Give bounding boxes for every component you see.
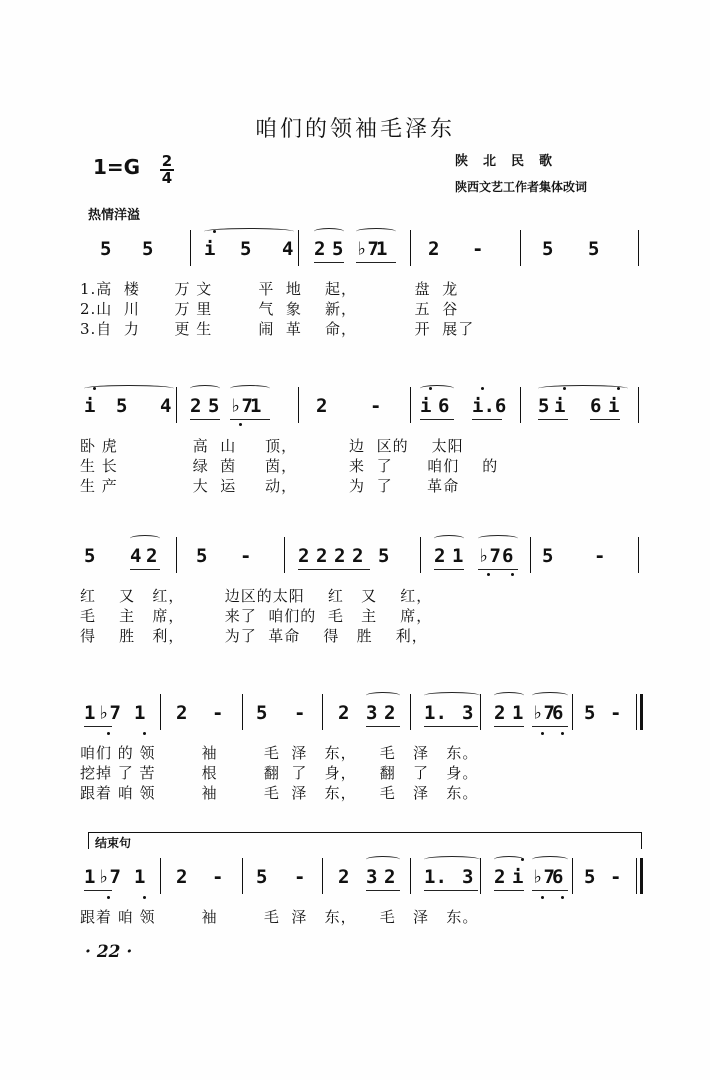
- note: 3: [366, 866, 378, 888]
- slur: [420, 385, 454, 392]
- note: ♭7: [356, 238, 379, 260]
- note: 5: [538, 395, 550, 417]
- note: 2: [384, 702, 396, 724]
- lyric-verse-2: 毛 主 席， 来了 咱们的 毛 主 席，: [80, 607, 433, 625]
- key-signature: 1=G: [93, 155, 141, 179]
- note: 2: [434, 545, 446, 567]
- beam-underline: [494, 890, 524, 891]
- note: 2: [146, 545, 158, 567]
- octave-dot: [541, 732, 544, 735]
- note: 1.: [424, 866, 447, 888]
- lyric-verse-3: 跟着 咱 领 袖 毛 泽 东， 毛 泽 东。: [80, 784, 479, 802]
- lyric-author: 陕西文艺工作者集体改词: [455, 180, 588, 194]
- bar-line: [242, 858, 243, 894]
- time-signature-top: 2: [161, 152, 173, 170]
- song-origin: 陕北民歌: [455, 154, 568, 169]
- note: 3: [366, 702, 378, 724]
- slur: [130, 535, 160, 542]
- bar-line: [410, 858, 411, 894]
- lyric-verse-1: 1.高 楼 万 文 平 地 起， 盘 龙: [80, 280, 459, 298]
- beam-underline: [494, 726, 524, 727]
- bar-line: [284, 537, 285, 573]
- note: 4: [282, 238, 294, 260]
- ending-bracket: [88, 832, 642, 849]
- note: i.6: [472, 395, 507, 417]
- bar-line: [410, 694, 411, 730]
- note: i: [204, 238, 216, 260]
- octave-dot: [143, 896, 146, 899]
- octave-dot: [429, 387, 432, 390]
- octave-dot: [487, 573, 490, 576]
- time-signature: [160, 154, 174, 186]
- octave-dot: [617, 387, 620, 390]
- note: 4: [130, 545, 142, 567]
- lyric-verse-1: 卧 虎 高 山 顶， 边 区的 太阳: [80, 437, 464, 455]
- bar-line: [638, 537, 639, 573]
- note: 2: [316, 545, 328, 567]
- bar-line: [636, 694, 637, 730]
- slur: [532, 856, 568, 863]
- note: i: [554, 395, 566, 417]
- note: 6: [502, 545, 514, 567]
- bar-line: [160, 694, 161, 730]
- beam-underline: [472, 419, 502, 420]
- ending-label: 结束句: [95, 836, 132, 850]
- note: 1: [134, 702, 146, 724]
- note: 3: [462, 702, 474, 724]
- note: 5: [84, 545, 96, 567]
- note: 2: [176, 702, 188, 724]
- beam-underline: [538, 419, 568, 420]
- slur: [494, 856, 524, 863]
- octave-dot: [511, 573, 514, 576]
- note: 6: [438, 395, 450, 417]
- song-title: 咱们的领袖毛泽东: [254, 117, 455, 142]
- bar-line: [410, 230, 411, 266]
- note: 3: [462, 866, 474, 888]
- bar-line: [638, 230, 639, 266]
- note: -: [594, 545, 606, 567]
- bar-line: [572, 694, 573, 730]
- note: ♭7: [478, 545, 501, 567]
- note: 2: [298, 545, 310, 567]
- note: 1: [84, 702, 96, 724]
- note: 5: [542, 238, 554, 260]
- beam-underline: [298, 569, 370, 570]
- bar-line: [190, 230, 191, 266]
- note: 2: [176, 866, 188, 888]
- note: 5: [378, 545, 390, 567]
- note: i: [608, 395, 620, 417]
- note: -: [610, 866, 622, 888]
- lyric-verse-2: 生 长 绿 茵 茵， 来 了 咱们 的: [80, 457, 499, 475]
- note: 2: [338, 866, 350, 888]
- beam-underline: [230, 419, 270, 420]
- note: 5: [584, 866, 596, 888]
- note: -: [472, 238, 484, 260]
- note: -: [212, 702, 224, 724]
- bar-line: [530, 537, 531, 573]
- note: 5: [588, 238, 600, 260]
- octave-dot: [143, 732, 146, 735]
- slur: [204, 228, 294, 235]
- note: 1.: [424, 702, 447, 724]
- bar-line: [176, 387, 177, 423]
- final-bar-line: [640, 858, 643, 894]
- beam-underline: [424, 726, 478, 727]
- bar-line: [322, 858, 323, 894]
- octave-dot: [239, 423, 242, 426]
- bar-line: [242, 694, 243, 730]
- note: -: [240, 545, 252, 567]
- bar-line: [520, 230, 521, 266]
- note: -: [610, 702, 622, 724]
- octave-dot: [481, 387, 484, 390]
- note: i: [512, 866, 524, 888]
- note: 6: [552, 866, 564, 888]
- note: 6: [552, 702, 564, 724]
- beam-underline: [424, 890, 478, 891]
- note: 1: [134, 866, 146, 888]
- note: 2: [334, 545, 346, 567]
- time-signature-bottom: 4: [161, 169, 173, 187]
- slur: [314, 228, 344, 235]
- bar-line: [636, 858, 637, 894]
- note: 2: [314, 238, 326, 260]
- bar-line: [480, 694, 481, 730]
- note: ♭7: [532, 702, 555, 724]
- lyric-verse-2: 2.山 川 万 里 气 象 新， 五 谷: [80, 300, 459, 318]
- slur: [494, 692, 524, 699]
- note: 5: [196, 545, 208, 567]
- slur: [424, 856, 480, 863]
- note: -: [294, 702, 306, 724]
- slur: [356, 228, 396, 235]
- octave-dot: [107, 896, 110, 899]
- note: 5: [100, 238, 112, 260]
- octave-dot: [521, 858, 524, 861]
- note: 1: [376, 238, 388, 260]
- octave-dot: [541, 896, 544, 899]
- slur: [190, 385, 220, 392]
- note: 2: [190, 395, 202, 417]
- octave-dot: [561, 732, 564, 735]
- bar-line: [410, 387, 411, 423]
- note: i: [84, 395, 96, 417]
- note: 5: [332, 238, 344, 260]
- page-number: · 22 ·: [85, 942, 133, 962]
- lyric-verse-3: 得 胜 利， 为了 革命 得 胜 利，: [80, 627, 428, 645]
- beam-underline: [532, 726, 568, 727]
- beam-underline: [190, 419, 220, 420]
- note: 2: [428, 238, 440, 260]
- tempo-marking: 热情洋溢: [88, 208, 141, 223]
- beam-underline: [84, 726, 112, 727]
- bar-line: [420, 537, 421, 573]
- beam-underline: [478, 569, 518, 570]
- note: 2: [338, 702, 350, 724]
- note: 1: [250, 395, 262, 417]
- note: 6: [590, 395, 602, 417]
- note: 5: [256, 702, 268, 724]
- note: -: [212, 866, 224, 888]
- lyric-verse-3: 生 产 大 运 动， 为 了 革命: [80, 477, 460, 495]
- beam-underline: [420, 419, 454, 420]
- bar-line: [322, 694, 323, 730]
- note: 1: [452, 545, 464, 567]
- bar-line: [176, 537, 177, 573]
- bar-line: [638, 387, 639, 423]
- beam-underline: [356, 262, 396, 263]
- note: i: [420, 395, 432, 417]
- note: 1: [512, 702, 524, 724]
- bar-line: [298, 230, 299, 266]
- slur: [538, 385, 628, 392]
- octave-dot: [563, 387, 566, 390]
- note: ♭7: [532, 866, 555, 888]
- note: 5: [584, 702, 596, 724]
- slur: [478, 535, 518, 542]
- note: -: [370, 395, 382, 417]
- beam-underline: [590, 419, 620, 420]
- note: ♭7: [98, 702, 121, 724]
- bar-line: [298, 387, 299, 423]
- note: ♭7: [230, 395, 253, 417]
- note: 5: [142, 238, 154, 260]
- slur: [366, 856, 400, 863]
- slur: [424, 692, 480, 699]
- slur: [84, 385, 174, 392]
- slur: [434, 535, 464, 542]
- note: 5: [542, 545, 554, 567]
- slur: [366, 692, 400, 699]
- note: 2: [352, 545, 364, 567]
- octave-dot: [213, 230, 216, 233]
- bar-line: [572, 858, 573, 894]
- octave-dot: [561, 896, 564, 899]
- note: 2: [384, 866, 396, 888]
- bar-line: [520, 387, 521, 423]
- bar-line: [160, 858, 161, 894]
- slur: [532, 692, 568, 699]
- octave-dot: [93, 387, 96, 390]
- beam-underline: [532, 890, 568, 891]
- slur: [230, 385, 270, 392]
- note: 2: [494, 702, 506, 724]
- note: 5: [208, 395, 220, 417]
- beam-underline: [366, 890, 400, 891]
- note: 5: [256, 866, 268, 888]
- lyric-verse-2: 挖掉 了 苦 根 翻 了 身， 翻 了 身。: [80, 764, 479, 782]
- note: -: [294, 866, 306, 888]
- lyric-verse-3: 3.自 力 更 生 闹 革 命， 开 展了: [80, 320, 475, 338]
- beam-underline: [434, 569, 464, 570]
- lyric-verse-1: 咱们 的 领 袖 毛 泽 东， 毛 泽 东。: [80, 744, 479, 762]
- note: 4: [160, 395, 172, 417]
- beam-underline: [366, 726, 400, 727]
- note: 2: [316, 395, 328, 417]
- lyric-verse-1: 红 又 红， 边区的太阳 红 又 红，: [80, 587, 433, 605]
- note: 2: [494, 866, 506, 888]
- note: 1: [84, 866, 96, 888]
- note: 5: [116, 395, 128, 417]
- beam-underline: [314, 262, 344, 263]
- beam-underline: [130, 569, 160, 570]
- beam-underline: [84, 890, 112, 891]
- note: ♭7: [98, 866, 121, 888]
- bar-line: [480, 858, 481, 894]
- lyric-verse-1: 跟着 咱 领 袖 毛 泽 东， 毛 泽 东。: [80, 908, 479, 926]
- final-bar-line: [640, 694, 643, 730]
- note: 5: [240, 238, 252, 260]
- octave-dot: [107, 732, 110, 735]
